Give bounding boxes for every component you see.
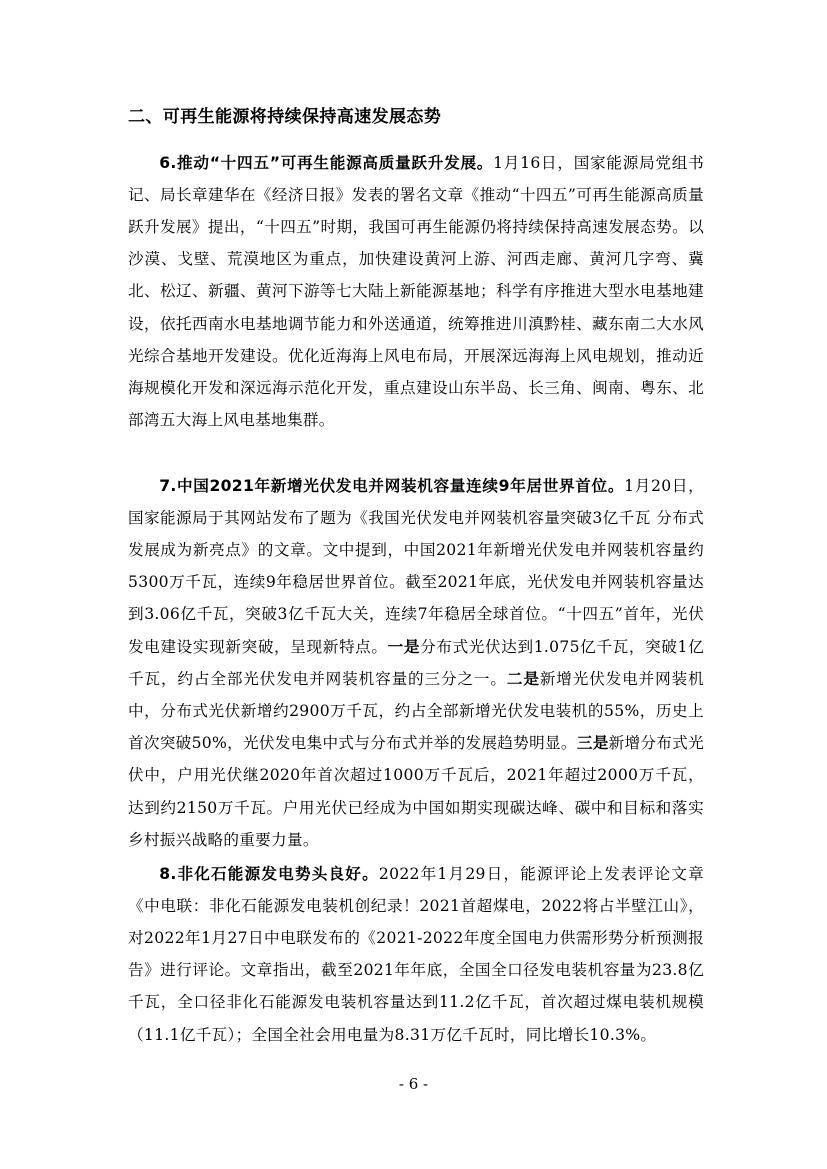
paragraph-body: 2022年1月29日，能源评论上发表评论文章《中电联：非化石能源发电装机创纪录！2021首超煤电，2022将占半壁江山》，对2022年1月27日中电联发布的《2021-2022年度全国电力供需形势分析预测报告》进行评论。文章指出，截至2021年年底，全国全口径发电装机容量为23.8亿千瓦，全口径非化石能源发电装机容量达到11.2亿千瓦，首次超过煤电装机规模（11.1亿千瓦）；全国全社会用电量为8.31万亿千瓦时，同比增长10.3%。 [128, 864, 704, 1044]
paragraph-body: 新增光伏发电并网装机中，分布式光伏新增约2900万千瓦，约占全部新增光伏发电装机的55%，历史上首次突破50%，光伏发电集中式与分布式并举的发展趋势明显。 [128, 669, 704, 753]
paragraph-item-6 [128, 147, 704, 437]
paragraph-lead: 6.推动“十四五”可再生能源高质量跃升发展。 [159, 153, 494, 172]
paragraph-body: 1月16日，国家能源局党组书记、局长章建华在《经济日报》发表的署名文章《推动“十四五”可再生能源高质量跃升发展》提出，“十四五”时期，我国可再生能源仍将持续保持高速发展态势。以沙漠、戈壁、荒漠地区为重点，加快建设黄河上游、河西走廊、黄河几字弯、冀北、松辽、新疆、黄河下游等七大陆上新能源基地；科学有序推进大型水电基地建设，依托西南水电基地调节能力和外送通道，统筹推进川滇黔桂、藏东南二大水风光综合基地开发建设。优化近海海上风电布局，开展深远海海上风电规划，推动近海规模化开发和深远海示范化开发，重点建设山东半岛、长三角、闽南、粤东、北部湾五大海上风电基地集群。 [128, 153, 704, 430]
paragraph-body: 新增分布式光伏中，户用光伏继2020年首次超过1000万千瓦后，2021年超过2000万千瓦，达到约2150万千瓦。户用光伏已经成为中国如期实现碳达峰、碳中和目标和落实乡村振兴战略的重要力量。 [128, 734, 704, 849]
ordinal-marker: 三是 [576, 733, 609, 753]
paragraph-item-8 [128, 858, 704, 1051]
paragraph-body: 1月20日，国家能源局于其网站发布了题为《我国光伏发电并网装机容量突破3亿千瓦 分布式发展成为新亮点》的文章。文中提到，中国2021年新增光伏发电并网装机容量约5300万千瓦，连续9年稳居世界首位。截至2021年底，光伏发电并网装机容量达到3.06亿千瓦，突破3亿千瓦大关，连续7年稳居全球首位。“十四五”首年，光伏发电建设实现新突破，呈现新特点。 [128, 476, 704, 656]
paragraph-lead: 8.非化石能源发电势头良好。 [159, 864, 379, 883]
ordinal-marker: 二是 [506, 668, 540, 688]
paragraph-body: 分布式光伏达到1.075亿千瓦，突破1亿千瓦，约占全部光伏发电并网装机容量的三分之一。 [128, 637, 704, 688]
page-number: - 6 - [398, 1075, 429, 1093]
ordinal-marker: 一是 [387, 636, 421, 656]
paragraph-lead: 7.中国2021年新增光伏发电并网装机容量连续9年居世界首位。 [159, 476, 625, 495]
section-heading: 二、可再生能源将持续保持高速发展态势 [128, 107, 442, 127]
paragraph-item-7 [128, 470, 704, 856]
